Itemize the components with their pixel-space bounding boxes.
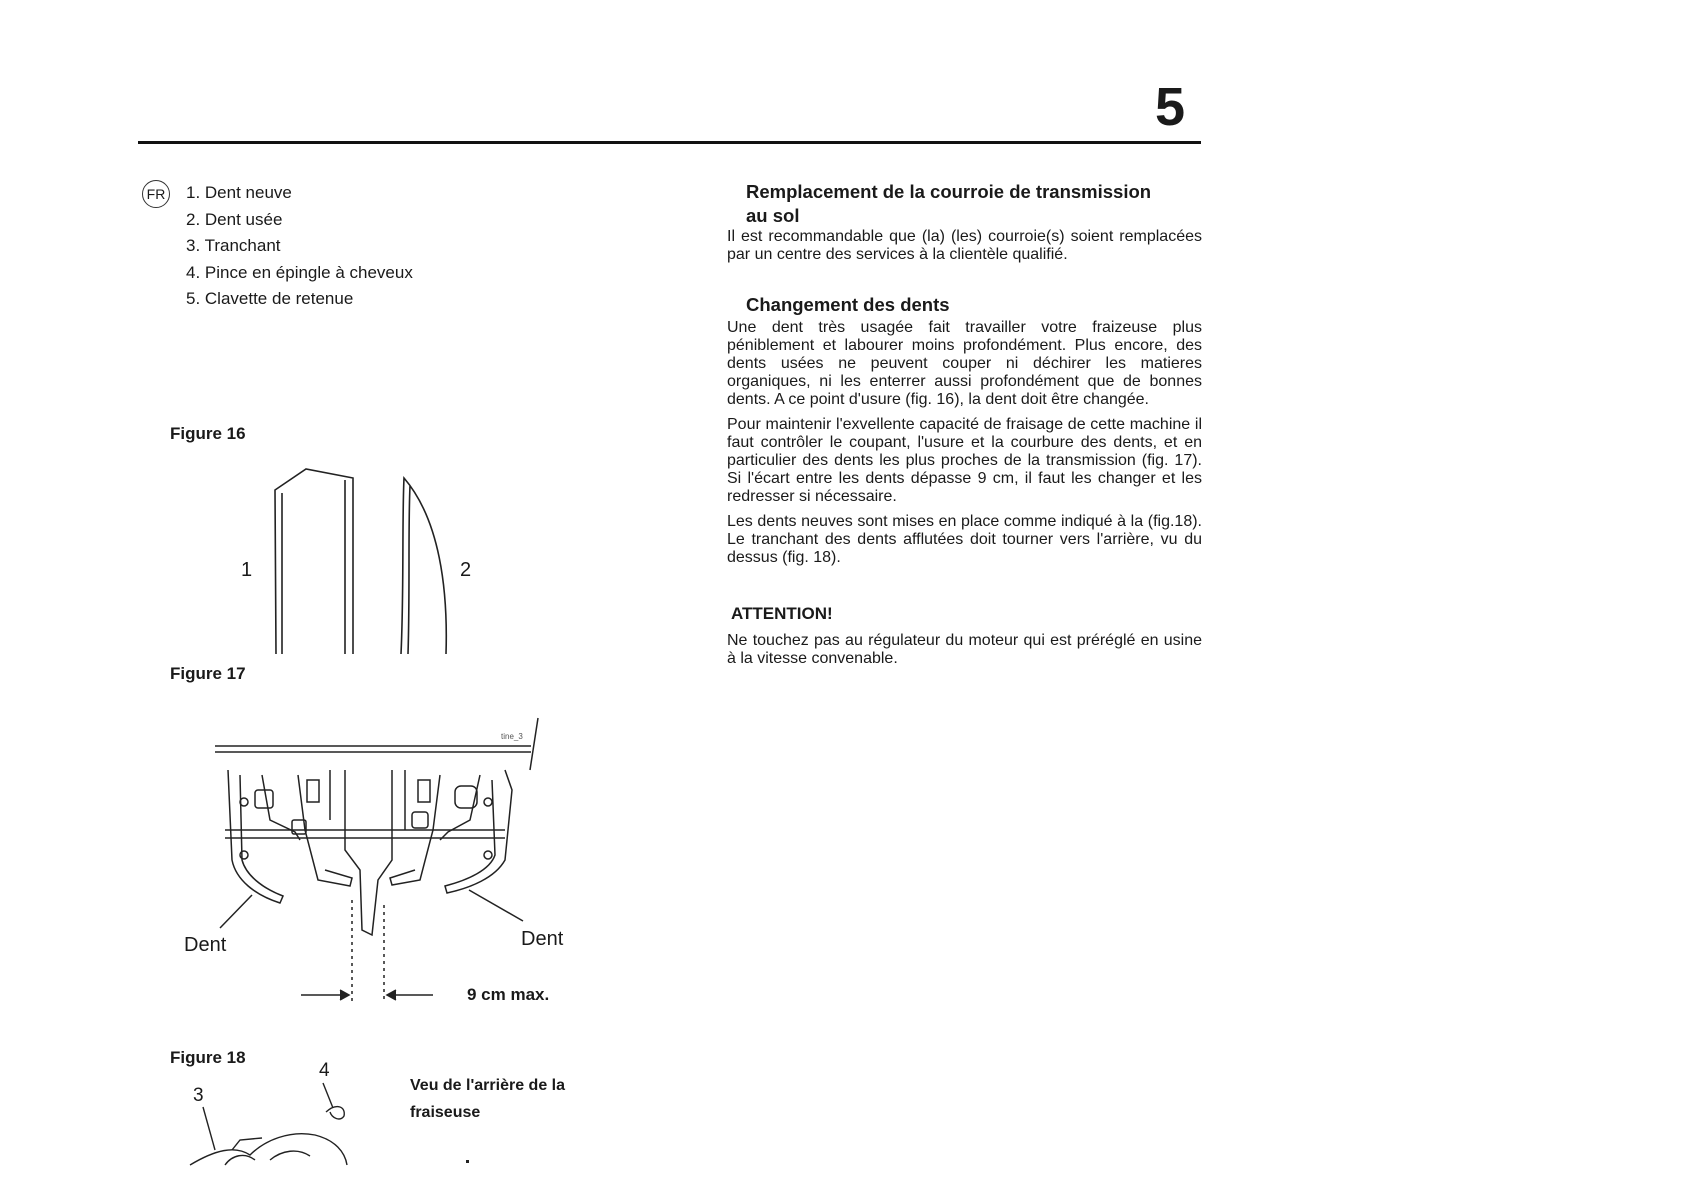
legend-item: 1. Dent neuve <box>186 183 292 202</box>
figure-18-label: Figure 18 <box>170 1048 246 1067</box>
figure-18-caption <box>410 1072 565 1126</box>
legend-item: 5. Clavette de retenue <box>186 289 354 308</box>
figure-17-tag: tine_3 <box>501 732 523 741</box>
figure-18-caption-line2: fraiseuse <box>410 1104 481 1121</box>
figure-18-caption-line1: Veu de l'arrière de la <box>410 1077 565 1094</box>
belt-section <box>727 180 1202 271</box>
figure-16-label: Figure 16 <box>170 424 246 443</box>
tines-paragraph-2: Pour maintenir l'exvellente capacité de fraisage de cette machine il faut contrôler le coupant, l'usure et la courbure des dents, et en particulier des dents les plus proches de la transmission (fig. 17). Si l'écart entre les dents dépasse 9 cm, il faut les changer et les redresser si nécessaire. <box>727 416 1202 505</box>
tines-paragraph-1: Une dent très usagée fait travailler votre fraizeuse plus péniblement et labourer moins profondément. Plus encore, des dents usées ne peuvent couper ni déchirer les matieres organiques, ni les enterrer aussi profondément que de bonnes dents. A ce point d'usure (fig. 16), la dent doit être changée. <box>727 319 1202 408</box>
legend-item: 4. Pince en épingle à cheveux <box>186 262 413 282</box>
legend-item: 3. Tranchant <box>186 236 281 255</box>
tines-paragraph-3: Les dents neuves sont mises en place comme indiqué à la (fig.18). Le tranchant des dents afflutées doit tourner vers l'arrière, vu du dessus (fig. 18). <box>727 513 1202 566</box>
attention-text: Ne touchez pas au régulateur du moteur qui est préréglé en usine à la vitesse convenable. <box>727 632 1202 667</box>
language-badge: FR <box>142 180 170 208</box>
figure-17-dent-right: Dent <box>521 928 564 950</box>
attention-heading: ATTENTION! <box>731 604 833 623</box>
figure-17-gap-label: 9 cm max. <box>467 985 550 1004</box>
belt-heading-line1: Remplacement de la courroie de transmission <box>746 181 1152 202</box>
page-number: 5 <box>1155 77 1186 137</box>
figure-16-callout-1: 1 <box>241 559 253 581</box>
figure-17-label: Figure 17 <box>170 664 246 683</box>
figure-17-dent-left: Dent <box>184 934 227 956</box>
figure-16-callout-2: 2 <box>460 559 472 581</box>
tines-heading: Changement des dents <box>746 294 950 315</box>
figure-18-callout-4: 4 <box>319 1060 330 1081</box>
attention-section <box>727 602 1202 675</box>
legend-item: 2. Dent usée <box>186 209 283 229</box>
tines-section <box>727 293 1202 574</box>
figure-18-callout-3: 3 <box>193 1085 204 1106</box>
stray-mark <box>466 1160 469 1163</box>
belt-heading-line2: au sol <box>746 205 800 226</box>
belt-text: Il est recommandable que (la) (les) courroie(s) soient remplacées par un centre des services à la clientèle qualifié. <box>727 228 1202 263</box>
